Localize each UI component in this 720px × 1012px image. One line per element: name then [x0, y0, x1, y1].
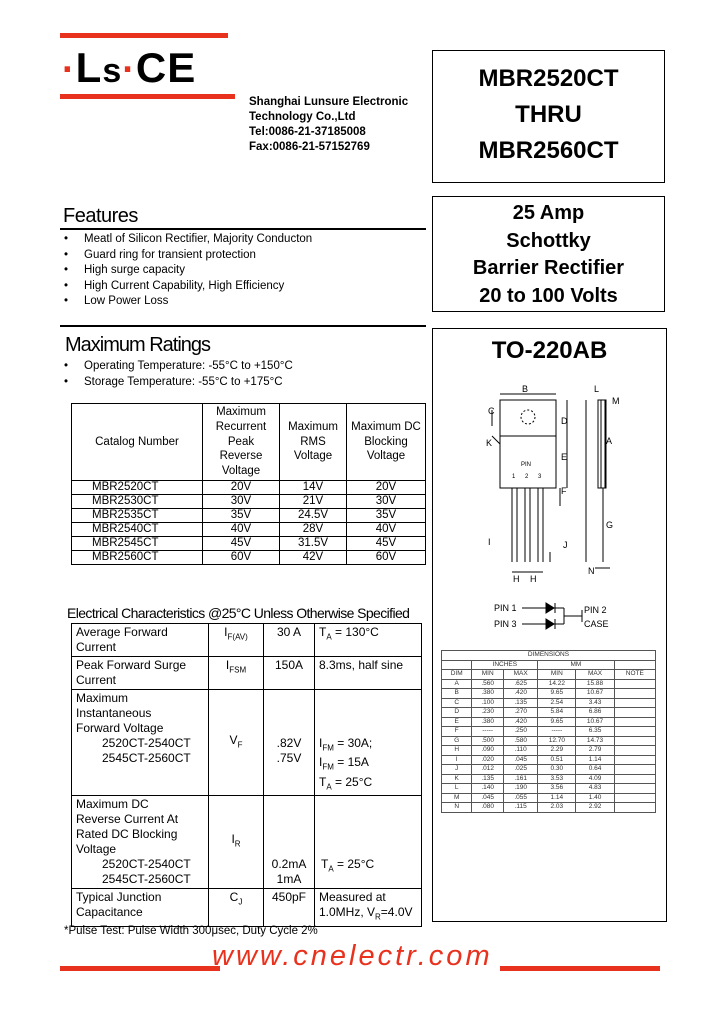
dim-label-c: C [488, 406, 495, 416]
pulse-test-note: *Pulse Test: Pulse Width 300μsec, Duty Cycle 2% [64, 925, 318, 937]
col-peak-reverse: Maximum Recurrent Peak Reverse Voltage [203, 404, 280, 481]
website-link[interactable]: www.cnelectr.com [212, 940, 493, 972]
pinout-schematic [494, 600, 644, 634]
pin1-label: PIN 1 [494, 603, 517, 613]
dim-label-m: M [612, 396, 620, 406]
table-row: J .012 .025 0.30 0.64 [442, 765, 656, 775]
col-catalog: Catalog Number [72, 404, 203, 481]
table-row: MBR2520CT 20V 14V 20V [72, 480, 426, 494]
pin3-label: PIN 3 [494, 619, 517, 629]
footer-bar-left [60, 966, 220, 971]
list-item: • Storage Temperature: -55°C to +175°C [64, 375, 293, 391]
pin2-label: PIN 2 [584, 605, 607, 615]
features-list [64, 232, 312, 310]
case-label: CASE [584, 619, 609, 629]
dim-label-k: K [486, 438, 493, 448]
features-heading: Features [63, 205, 138, 227]
electrical-table [71, 623, 422, 927]
dim-label-f: F [561, 486, 567, 496]
table-row: F ----- .250 ----- 6.35 [442, 727, 656, 737]
part-number-thru: THRU [515, 101, 582, 128]
to220-outline-drawing [470, 382, 630, 584]
dim-label-b: B [522, 384, 529, 394]
table-row: MBR2535CT 35V 24.5V 35V [72, 508, 426, 522]
table-row: H .090 .110 2.29 2.79 [442, 746, 656, 756]
dimensions-title: DIMENSIONS [442, 651, 656, 661]
dim-label-a: A [606, 436, 613, 446]
list-item: • High surge capacity [64, 263, 312, 279]
table-row: Peak Forward Surge Current $I_{FSM}$ 150A 8.3ms, half sine [72, 657, 422, 690]
product-description-box [432, 196, 665, 312]
list-item: • High Current Capability, High Efficiency [64, 279, 312, 295]
company-tel: Tel:0086-21-37185008 [249, 126, 366, 138]
electrical-heading: Electrical Characteristics @25°C Unless Otherwise Specified [67, 605, 410, 621]
table-row: Maximum DC Reverse Current At Rated DC Blocking Voltage 2520CT-2540CT 2545CT-2560CT $I_R$ 0.2mA 1mA $T_A = 25^\circ C$ [72, 796, 422, 889]
table-row: C .100 .135 2.54 3.43 [442, 698, 656, 708]
dim-label-e: E [561, 452, 568, 462]
table-row: E .380 .420 9.65 10.67 [442, 717, 656, 727]
table-row: G .500 .580 12.70 14.73 [442, 736, 656, 746]
table-row: Typical Junction Capacitance $C_J$ 450pF Measured at 1.0MHz, $V_R=4.0V$ [72, 889, 422, 926]
table-row: MBR2560CT 60V 42V 60V [72, 550, 426, 564]
pin-number-2: 2 [525, 474, 529, 480]
list-item: • Low Power Loss [64, 294, 312, 310]
table-row: L .140 .190 3.56 4.83 [442, 784, 656, 794]
desc-current: 25 Amp [512, 202, 585, 224]
company-logo: ·Ls·CE [62, 44, 197, 91]
part-number-box [432, 50, 665, 183]
dim-label-l: L [594, 384, 600, 394]
desc-type: Schottky [506, 229, 591, 252]
desc-device: Barrier Rectifier [472, 257, 625, 279]
dimensions-rows [442, 679, 656, 812]
table-row: MBR2540CT 40V 28V 40V [72, 522, 426, 536]
table-row: Maximum Instantaneous Forward Voltage 2520CT-2540CT 2545CT-2560CT $V_F$ .82V .75V $I_{FM} = 30A$; $I_{FM} = 15A$ $T_A = 25^\circ C$ [72, 690, 422, 796]
dim-label-h2: H [530, 574, 537, 584]
table-row: MBR2530CT 30V 21V 30V [72, 494, 426, 508]
pin-number-1: 1 [512, 474, 516, 480]
pin-number-3: 3 [538, 474, 542, 480]
part-number-start: MBR2520CT [478, 65, 619, 92]
ratings-table [71, 403, 426, 565]
dim-label-d: D [561, 416, 568, 426]
desc-voltage: 20 to 100 Volts [479, 284, 618, 307]
dim-label-n: N [588, 566, 595, 576]
company-name-2: Technology Co.,Ltd [249, 111, 356, 123]
dim-label-j: J [563, 540, 568, 550]
company-fax: Fax:0086-21-57152769 [249, 141, 370, 153]
col-rms: Maximum RMS Voltage [280, 404, 347, 481]
table-row: I .020 .045 0.51 1.14 [442, 755, 656, 765]
pin-label: PIN [521, 462, 532, 468]
package-title: TO-220AB [491, 337, 608, 364]
logo-top-bar [60, 33, 228, 38]
logo-bottom-bar [60, 94, 235, 99]
company-info [249, 95, 408, 155]
table-row: D .230 .270 5.84 6.86 [442, 708, 656, 718]
dimensions-table: DIMENSIONS INCHES MM DIM MIN MAX MIN MAX NOTE A .560 .625 14.22 15.88 B .380 .420 9.65 10.67 C .100 .135 2.54 3.43 D .230 .270 5.84 6.86 E .380 .420 9.65 10.67 F ----- .250 ----- 6.35 G .500 .580 12.70 14.73 H .090 .110 2.29 2.79 I .020 .045 0.51 1.14 J .012 .025 0.30 0.64 K .135 .161 3.53 4.09 L .140 .190 3.56 4.83 M .045 .055 1.14 1.40 N .080 .115 2.03 2.92 [441, 650, 656, 813]
list-item: • Meatl of Silicon Rectifier, Majority Conducton [64, 232, 312, 248]
ratings-rule [60, 325, 426, 327]
max-ratings-list [64, 359, 293, 390]
list-item: • Guard ring for transient protection [64, 248, 312, 264]
company-name: Shanghai Lunsure Electronic [249, 96, 409, 108]
table-header-row [72, 404, 426, 481]
dim-label-h1: H [513, 574, 520, 584]
table-row: N .080 .115 2.03 2.92 [442, 803, 656, 813]
table-row: K .135 .161 3.53 4.09 [442, 774, 656, 784]
table-row: MBR2545CT 45V 31.5V 45V [72, 536, 426, 550]
table-row: B .380 .420 9.65 10.67 [442, 689, 656, 699]
dim-label-g: G [606, 520, 614, 530]
list-item: • Operating Temperature: -55°C to +150°C [64, 359, 293, 375]
table-row: A .560 .625 14.22 15.88 [442, 679, 656, 689]
col-dc-blocking: Maximum DC Blocking Voltage [347, 404, 426, 481]
table-row: Average Forward Current $I_{F(AV)}$ 30 A $T_A = 130^\circ C$ [72, 624, 422, 657]
footer-bar-right [500, 966, 660, 971]
dim-label-i: I [488, 537, 491, 547]
features-rule [60, 228, 426, 230]
table-row: M .045 .055 1.14 1.40 [442, 793, 656, 803]
part-number-end: MBR2560CT [478, 137, 619, 164]
max-ratings-heading: Maximum Ratings [65, 334, 211, 356]
